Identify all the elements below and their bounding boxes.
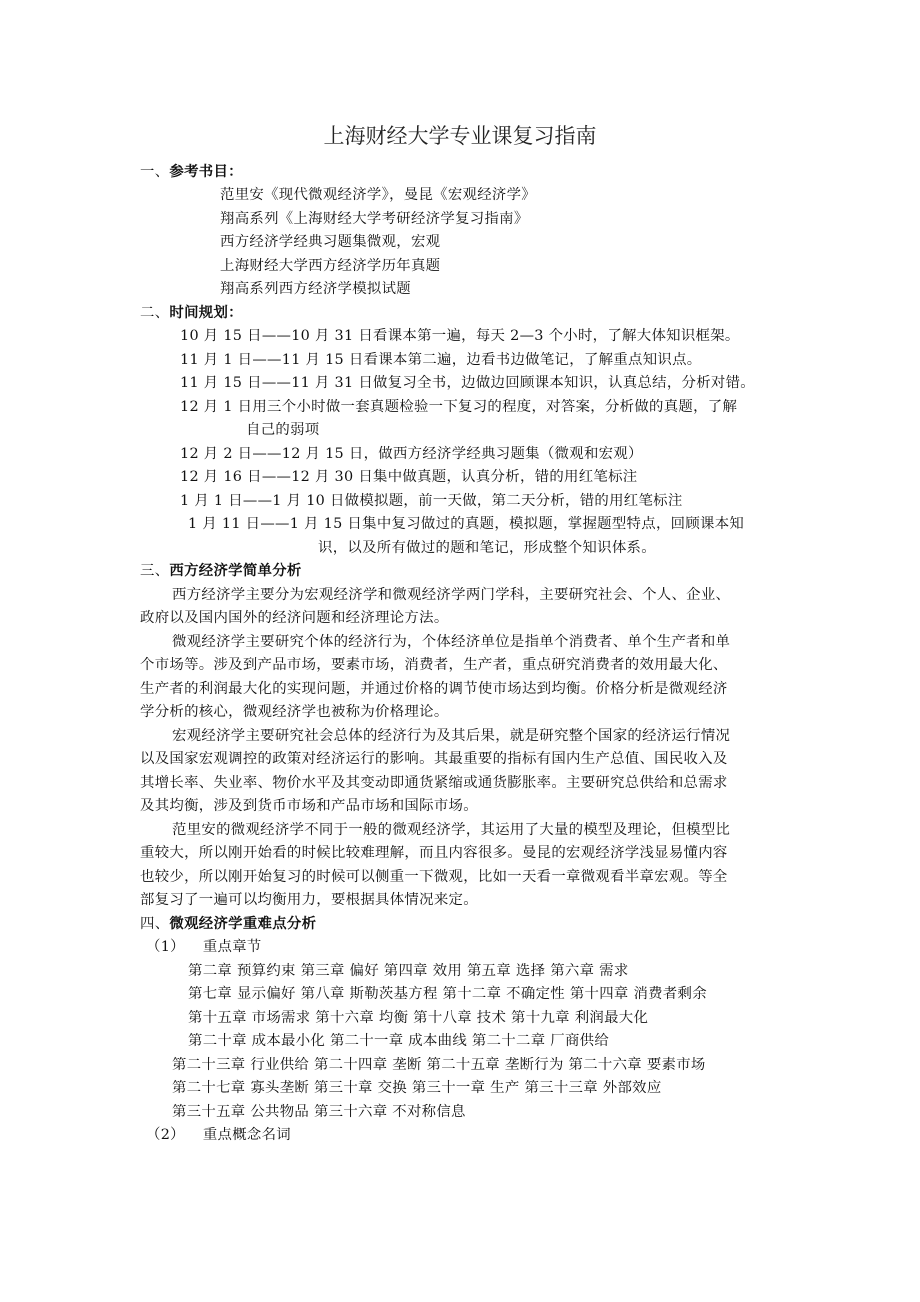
- subsection-1-label: （1）: [146, 939, 185, 955]
- reference-book: 西方经济学经典习题集微观，宏观: [220, 234, 441, 250]
- paragraph-line: 西方经济学主要分为宏观经济学和微观经济学两门学科，主要研究社会、个人、企业、: [172, 587, 731, 603]
- paragraph-line: 学分析的核心，微观经济学也被称为价格理论。: [140, 704, 449, 720]
- schedule-item: 1 月 11 日——1 月 15 日集中复习做过的真题，模拟题，掌握题型特点，回顾课本知: [188, 516, 745, 532]
- section-3-heading: [140, 560, 302, 583]
- paragraph-line: 也较少，所以刚开始复习的时候可以侧重一下微观，比如一天看一章微观看半章宏观。等全: [140, 869, 728, 885]
- subsection-2-label: （2）: [146, 1127, 185, 1143]
- chapter-list-line: 第三十五章 公共物品 第三十六章 不对称信息: [172, 1104, 466, 1120]
- subsection-1: [146, 936, 262, 959]
- chapter-list-line: 第七章 显示偏好 第八章 斯勒茨基方程 第十二章 不确定性 第十四章 消费者剩余: [188, 986, 707, 1002]
- subsection-2-title: 重点概念名词: [202, 1127, 291, 1143]
- chapter-list-line: 第二章 预算约束 第三章 偏好 第四章 效用 第五章 选择 第六章 需求: [188, 963, 629, 979]
- schedule-item: 11 月 1 日——11 月 15 日看课本第二遍，边看书边做笔记，了解重点知识点。: [180, 352, 702, 368]
- section-3-number: 三、: [140, 563, 170, 579]
- paragraph-line: 个市场等。涉及到产品市场，要素市场，消费者，生产者，重点研究消费者的效用最大化、: [140, 657, 728, 673]
- section-2-number: 二、: [140, 305, 170, 321]
- chapter-list-line: 第二十七章 寡头垄断 第三十章 交换 第三十一章 生产 第三十三章 外部效应: [172, 1080, 662, 1096]
- chapter-list-line: 第十五章 市场需求 第十六章 均衡 第十八章 技术 第十九章 利润最大化: [188, 1010, 649, 1026]
- section-1-number: 一、: [140, 164, 170, 180]
- reference-book: 翔高系列西方经济学模拟试题: [220, 281, 411, 297]
- paragraph-line: 政府以及国内国外的经济问题和经济理论方法。: [140, 610, 449, 626]
- schedule-item-continuation: 自己的弱项: [246, 422, 320, 438]
- section-2-heading: [140, 302, 243, 325]
- section-4-title: 微观经济学重难点分析: [169, 916, 317, 932]
- chapter-list-line: 第二十三章 行业供给 第二十四章 垄断 第二十五章 垄断行为 第二十六章 要素市场: [172, 1057, 706, 1073]
- paragraph-line: 宏观经济学主要研究社会总体的经济行为及其后果，就是研究整个国家的经济运行情况: [172, 728, 731, 744]
- subsection-1-title: 重点章节: [202, 939, 262, 955]
- paragraph-line: 生产者的利润最大化的实现问题，并通过价格的调节使市场达到均衡。价格分析是微观经济: [140, 681, 728, 697]
- subsection-2: [146, 1124, 291, 1147]
- paragraph-line: 微观经济学主要研究个体的经济行为，个体经济单位是指单个消费者、单个生产者和单: [172, 634, 731, 650]
- schedule-item: 11 月 15 日——11 月 31 日做复习全书，边做边回顾课本知识，认真总结，分析对错。: [180, 375, 755, 391]
- paragraph-line: 范里安的微观经济学不同于一般的微观经济学，其运用了大量的模型及理论，但模型比: [172, 822, 731, 838]
- schedule-item: 12 月 2 日——12 月 15 日，做西方经济学经典习题集（微观和宏观）: [180, 446, 643, 462]
- paragraph-line: 及其均衡，涉及到货币市场和产品市场和国际市场。: [140, 798, 478, 814]
- schedule-item: 12 月 1 日用三个小时做一套真题检验一下复习的程度，对答案，分析做的真题，了解: [180, 399, 738, 415]
- paragraph-line: 重较大，所以刚开始看的时候比较难理解，而且内容很多。曼昆的宏观经济学浅显易懂内容: [140, 845, 728, 861]
- schedule-item: 1 月 1 日——1 月 10 日做模拟题，前一天做，第二天分析，错的用红笔标注: [180, 493, 683, 509]
- section-1-title: 参考书目：: [169, 164, 243, 180]
- reference-book: 翔高系列《上海财经大学考研经济学复习指南》: [220, 211, 529, 227]
- paragraph-line: 部复习了一遍可以均衡用力，要根据具体情况来定。: [140, 892, 478, 908]
- schedule-item: 10 月 15 日——10 月 31 日看课本第一遍，每天 2—3 个小时，了解大体知识框架。: [180, 328, 740, 344]
- section-1-heading: [140, 161, 243, 184]
- reference-book: 范里安《现代微观经济学》，曼昆《宏观经济学》: [220, 187, 536, 203]
- section-4-heading: [140, 913, 316, 936]
- chapter-list-line: 第二十章 成本最小化 第二十一章 成本曲线 第二十二章 厂商供给: [188, 1033, 610, 1049]
- paragraph-line: 其增长率、失业率、物价水平及其变动即通货紧缩或通货膨胀率。主要研究总供给和总需求: [140, 775, 728, 791]
- schedule-item: 12 月 16 日——12 月 30 日集中做真题，认真分析，错的用红笔标注: [180, 469, 638, 485]
- reference-book: 上海财经大学西方经济学历年真题: [220, 258, 441, 274]
- section-3-title: 西方经济学简单分析: [169, 563, 302, 579]
- paragraph-line: 以及国家宏观调控的政策对经济运行的影响。其最重要的指标有国内生产总值、国民收入及: [140, 751, 728, 767]
- section-4-number: 四、: [140, 916, 170, 932]
- document-title: 上海财经大学专业课复习指南: [323, 124, 597, 148]
- schedule-item-continuation: 识，以及所有做过的题和笔记，形成整个知识体系。: [318, 540, 656, 556]
- section-2-title: 时间规划：: [169, 305, 243, 321]
